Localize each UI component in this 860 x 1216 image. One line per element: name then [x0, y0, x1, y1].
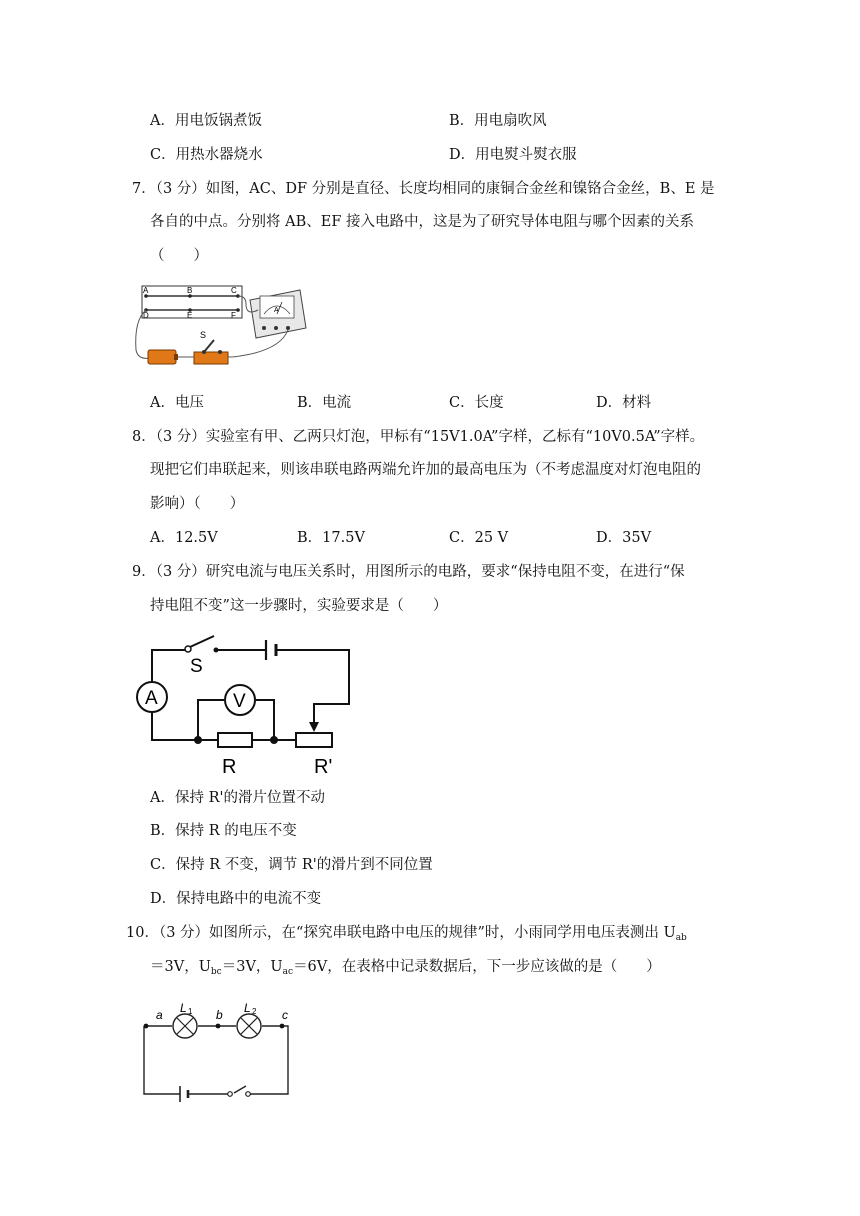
- q10-point-c: c: [282, 1008, 288, 1022]
- q7-stem-line2: 各自的中点。分别将 AB、EF 接入电路中，这是为了研究导体电阻与哪个因素的关系: [150, 214, 694, 230]
- q10-lamp1-sub: 1: [188, 1007, 193, 1016]
- q10-sub-bc: bc: [210, 967, 222, 977]
- q10-sub-ab: ab: [675, 933, 687, 943]
- q8-stem-line3: 影响）（ ）: [150, 496, 245, 512]
- q8-option-c: C．25 V: [449, 530, 509, 546]
- q7-option-b: B．电流: [297, 395, 352, 411]
- q7-ammeter-label: A: [274, 307, 279, 314]
- q10-lamp2-sub: 2: [252, 1007, 257, 1016]
- q9-option-b: B．保持 R 的电压不变: [150, 823, 297, 839]
- q9-rheostat: [296, 733, 332, 747]
- q7-option-a: A．电压: [150, 395, 204, 411]
- q8-option-b: B．17.5V: [297, 530, 365, 546]
- q7-battery: [148, 350, 176, 364]
- q7-label-e: E: [187, 311, 193, 320]
- q8-option-d: D．35V: [596, 530, 652, 546]
- q10-point-b: b: [216, 1008, 223, 1022]
- q9-switch-label: S: [190, 656, 203, 677]
- q7-label-d: D: [143, 311, 149, 320]
- q10-line2-part3: ＝6V，在表格中记录数据后，下一步应该做的是（ ）: [293, 959, 661, 975]
- q9-option-c: C．保持 R 不变，调节 R'的滑片到不同位置: [150, 857, 433, 873]
- q8-stem-line2: 现把它们串联起来，则该串联电路两端允许加的最高电压为（不考虑温度对灯泡电阻的: [150, 462, 701, 478]
- q9-ammeter-label: A: [145, 688, 158, 709]
- q7-circuit-figure: [130, 280, 330, 380]
- q7-label-c: C: [231, 286, 237, 295]
- q7-label-b: B: [187, 286, 193, 295]
- q8-stem-line1: 8．（3 分）实验室有甲、乙两只灯泡，甲标有“15V1.0A”字样，乙标有“10V0.5A”字样。: [132, 429, 705, 445]
- q10-point-a: a: [156, 1008, 163, 1022]
- q7-stem-line1: 7．（3 分）如图，AC、DF 分别是直径、长度均相同的康铜合金丝和镍铬合金丝，B、E 是: [132, 181, 715, 197]
- q9-circuit-figure: [128, 632, 368, 780]
- q7-switch-label: S: [200, 330, 207, 340]
- q9-voltmeter-label: V: [233, 691, 246, 712]
- q9-resistor-r: [218, 733, 252, 747]
- q8-option-a: A．12.5V: [150, 530, 218, 546]
- q9-option-a: A．保持 R'的滑片位置不动: [150, 790, 325, 806]
- q10-lamp2-label: L: [244, 1002, 251, 1015]
- q10-sub-ac: ac: [282, 967, 294, 977]
- q7-label-f: F: [231, 311, 236, 320]
- q9-rheostat-slider-arrow: [309, 722, 319, 732]
- q10-line2-part2: ＝3V，U: [221, 959, 283, 975]
- q10-line2-part1: ＝3V，U: [150, 959, 211, 975]
- q9-stem-line1: 9．（3 分）研究电流与电压关系时，用图所示的电路，要求“保持电阻不变，在进行“保: [132, 564, 685, 580]
- q9-resistor-label: R: [222, 756, 237, 778]
- q10-stem-line2: [150, 957, 661, 982]
- q6-option-c: C．用热水器烧水: [150, 147, 263, 163]
- q7-stem-line3: （ ）: [150, 248, 208, 264]
- q7-label-a: A: [143, 286, 149, 295]
- q10-stem-line1: [126, 923, 687, 948]
- q9-switch-blade: [190, 636, 214, 647]
- q7-switch: [194, 352, 228, 364]
- q6-option-d: D．用电熨斗熨衣服: [449, 147, 577, 163]
- q10-lamp1-label: L: [180, 1002, 187, 1015]
- q9-option-d: D．保持电路中的电流不变: [150, 891, 322, 907]
- q10-circuit-figure: [132, 1002, 302, 1112]
- q9-stem-line2: 持电阻不变”这一步骤时，实验要求是（ ）: [150, 598, 448, 614]
- q7-option-d: D．材料: [596, 395, 652, 411]
- q10-switch-blade: [234, 1086, 246, 1093]
- q9-rheostat-label: R': [314, 756, 333, 778]
- q7-option-c: C．长度: [449, 395, 504, 411]
- q10-stem-line1-text: 10．（3 分）如图所示，在“探究串联电路中电压的规律”时，小雨同学用电压表测出 U: [126, 925, 676, 941]
- q6-option-b: B．用电扇吹风: [449, 113, 547, 129]
- q6-option-a: A．用电饭锅煮饭: [150, 113, 262, 129]
